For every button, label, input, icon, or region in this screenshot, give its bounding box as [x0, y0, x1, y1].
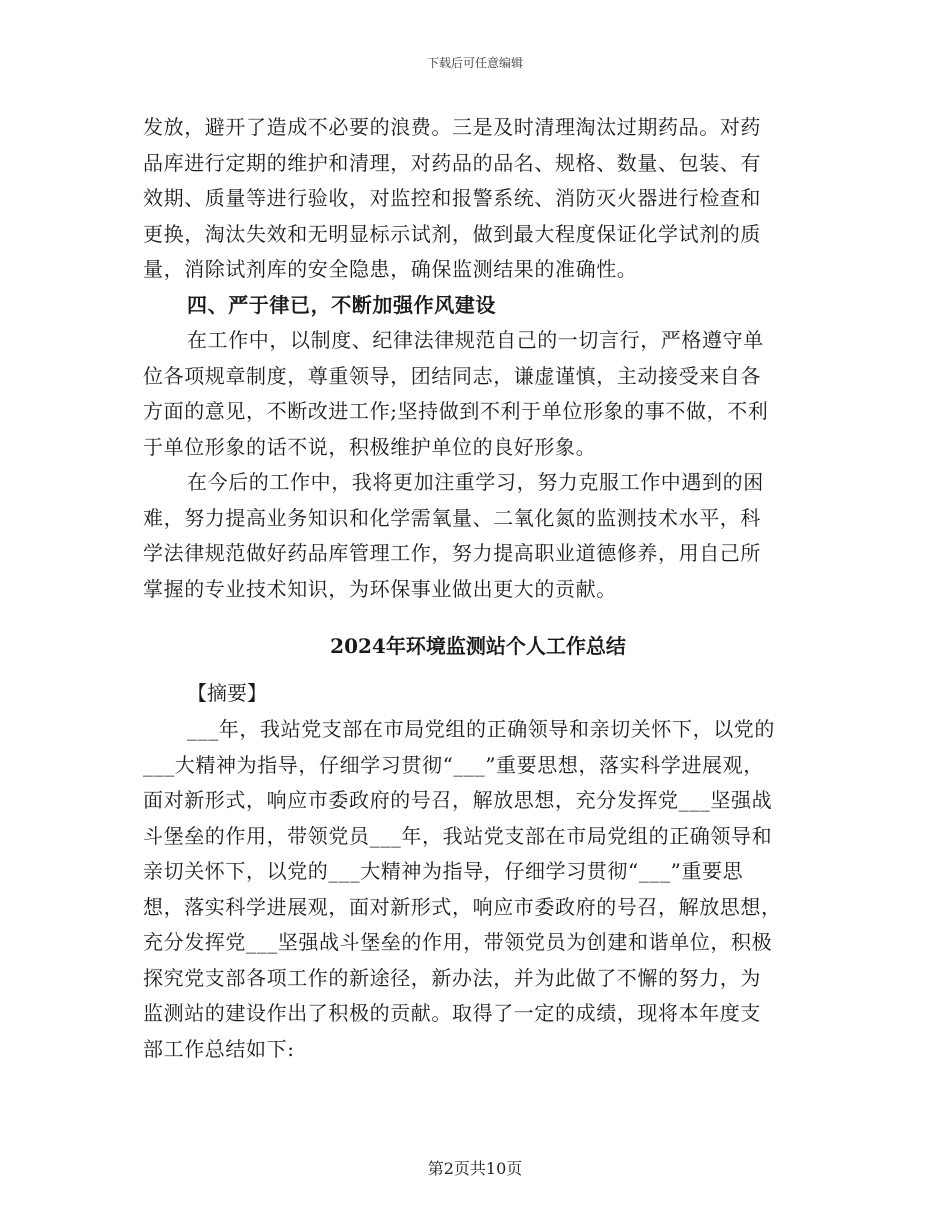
paragraph-line: 监测站的建设作出了积极的贡献。取得了一定的成绩，现将本年度支 — [143, 1001, 761, 1025]
header-note: 下载后可任意编辑 — [426, 56, 523, 70]
paragraph-line: 掌握的专业技术知识，为环保事业做出更大的贡献。 — [143, 576, 617, 601]
paragraph-line: 位各项规章制度，尊重领导，团结同志，谦虚谨慎，主动接受来自各 — [143, 363, 761, 388]
paragraph-line: 探究党支部各项工作的新途径，新办法，并为此做了不懈的努力，为 — [143, 965, 761, 990]
document-body — [143, 110, 813, 1067]
abstract-label: 【摘要】 — [187, 681, 267, 705]
section-heading: 四、严于律已，不断加强作风建设 — [187, 292, 496, 317]
paragraph-line: 亲切关怀下，以党的___大精神为指导，仔细学习贯彻“___”重要思 — [143, 859, 744, 883]
paragraph-line: ___年，我站党支部在市局党组的正确领导和亲切关怀下，以党的 — [187, 717, 775, 741]
paragraph-line: 更换，淘汰失效和无明显标示试剂，做到最大程度保证化学试剂的质 — [143, 221, 761, 246]
paragraph-line: 学法律规范做好药品库管理工作，努力提高职业道德修养，用自己所 — [143, 541, 761, 565]
paragraph-line: ___大精神为指导，仔细学习贯彻“___”重要思想，落实科学进展观， — [143, 752, 764, 777]
document-title: 2024年环境监测站个人工作总结 — [330, 634, 626, 658]
page-number: 第2页共10页 — [427, 1159, 523, 1178]
paragraph-line: 斗堡垒的作用，带领党员___年，我站党支部在市局党组的正确领导和 — [143, 823, 773, 848]
paragraph-line: 在今后的工作中，我将更加注重学习，努力克服工作中遇到的困 — [187, 470, 764, 494]
paragraph-line: 想，落实科学进展观，面对新形式，响应市委政府的号召，解放思想， — [143, 894, 782, 919]
paragraph-line: 量，消除试剂库的安全隐患，确保监测结果的准确性。 — [143, 257, 638, 281]
paragraph-line: 方面的意见，不断改进工作;坚持做到不利于单位形象的事不做，不利 — [143, 399, 769, 423]
paragraph-line: 发放，避开了造成不必要的浪费。三是及时清理淘汰过期药品。对药 — [143, 115, 761, 139]
paragraph-line: 部工作总结如下: — [143, 1036, 295, 1061]
paragraph-line: 品库进行定期的维护和清理，对药品的品名、规格、数量、包装、有 — [143, 150, 761, 175]
paragraph-line: 充分发挥党___坚强战斗堡垒的作用，带领党员为创建和谐单位，积极 — [143, 930, 773, 954]
paragraph-line: 难，努力提高业务知识和化学需氧量、二氧化氮的监测技术水平，科 — [143, 505, 761, 530]
paragraph-line: 在工作中，以制度、纪律法律规范自己的一切言行，严格遵守单 — [187, 328, 764, 352]
paragraph-line: 于单位形象的话不说，积极维护单位的良好形象。 — [143, 434, 597, 459]
paragraph-line: 效期、质量等进行验收，对监控和报警系统、消防灭火器进行检查和 — [143, 186, 761, 210]
paragraph-line: 面对新形式，响应市委政府的号召，解放思想，充分发挥党___坚强战 — [143, 788, 773, 812]
